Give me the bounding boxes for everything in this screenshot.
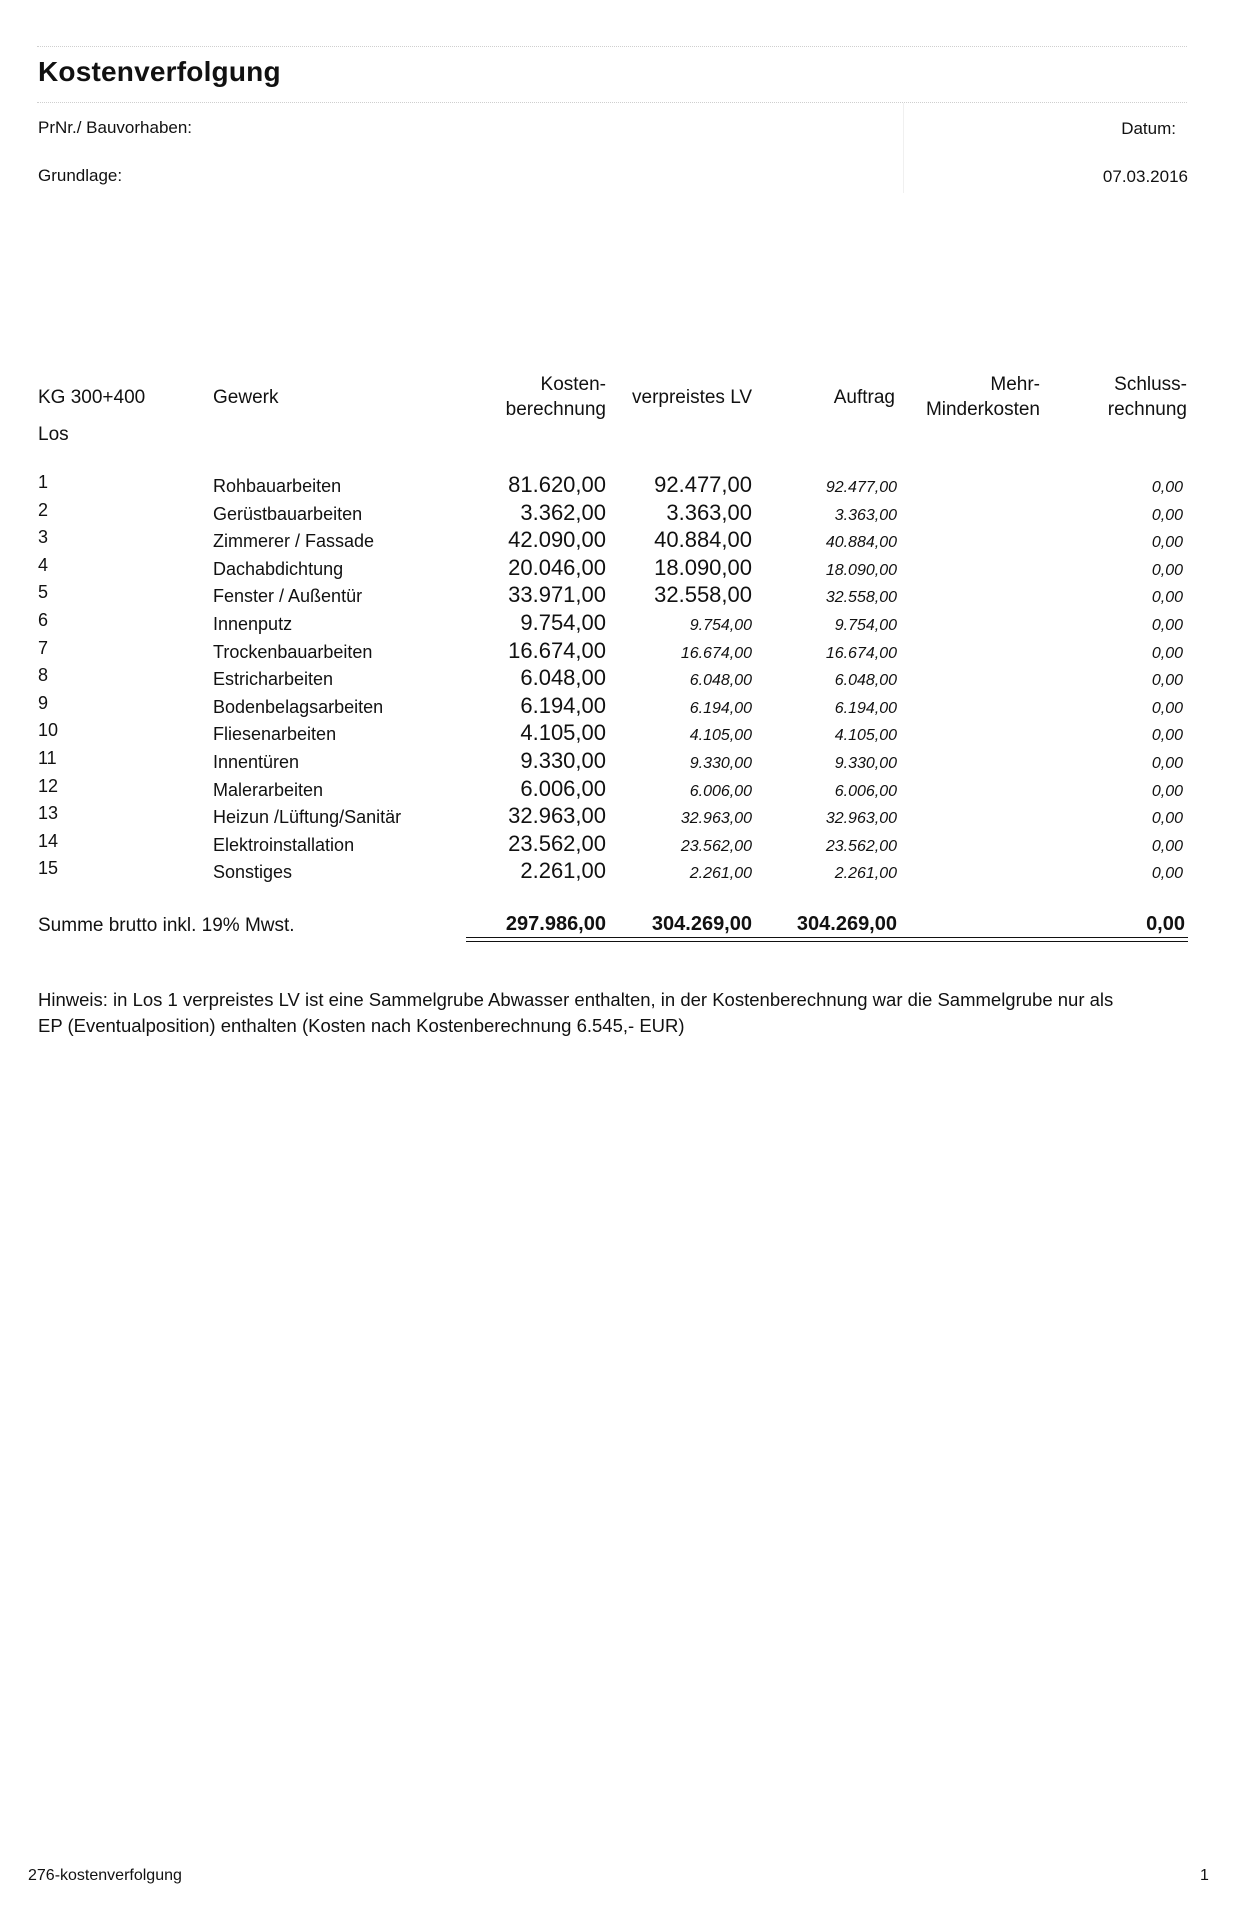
table-row [0,470,1234,497]
row-auftrag: 6.006,00 [834,782,897,800]
row-gewerk: Heizun /Lüftung/Sanitär [213,807,402,828]
row-lv: 40.884,00 [654,527,752,553]
sum-kosten: 297.986,00 [505,913,606,935]
row-kosten: 42.090,00 [508,527,606,553]
footer-page-number: 1 [1200,1867,1209,1884]
row-auftrag: 18.090,00 [825,561,897,579]
row-auftrag: 92.477,00 [825,479,897,496]
row-los: 13 [38,803,59,824]
note [38,987,1158,1039]
row-gewerk: Fenster / Außentür [213,586,363,607]
table-row [0,525,1234,552]
row-auftrag: 23.562,00 [825,837,897,855]
column-header-schluss-line1: Schluss- [1114,374,1187,395]
row-lv: 6.194,00 [689,699,752,717]
row-auftrag: 9.330,00 [834,755,897,772]
row-schluss: 0,00 [1151,727,1183,745]
row-gewerk: Innentüren [213,752,300,772]
row-lv: 18.090,00 [654,554,752,580]
row-kosten: 20.046,00 [508,554,606,580]
row-schluss: 0,00 [1151,782,1183,800]
date-label: Datum: [1121,119,1176,138]
row-schluss: 0,00 [1151,589,1183,607]
table-row [0,856,1234,883]
row-schluss: 0,00 [1151,534,1183,552]
row-kosten: 81.620,00 [508,472,606,497]
row-los: 15 [38,858,59,879]
sum-underline-bottom [466,941,1188,942]
sum-auftrag: 304.269,00 [796,913,897,935]
row-auftrag: 16.674,00 [825,644,897,662]
row-auftrag: 32.558,00 [825,589,897,607]
row-lv: 2.261,00 [689,865,752,883]
row-auftrag: 6.194,00 [834,699,897,717]
row-lv: 6.048,00 [689,672,752,690]
row-lv: 9.754,00 [689,617,752,634]
row-los: 6 [38,610,49,630]
row-auftrag: 3.363,00 [834,506,897,524]
table-row [0,691,1234,718]
row-los: 9 [38,692,49,713]
row-gewerk: Malerarbeiten [213,779,324,800]
sum-label: Summe brutto inkl. 19% Mwst. [38,915,295,936]
row-gewerk: Fliesenarbeiten [213,724,337,745]
row-schluss: 0,00 [1151,865,1183,883]
table-row [0,774,1234,801]
row-schluss: 0,00 [1151,479,1183,496]
row-gewerk: Elektroinstallation [213,834,355,855]
row-kosten: 23.562,00 [508,830,606,856]
table-row [0,663,1234,690]
row-auftrag: 32.963,00 [825,810,897,828]
top-divider [37,46,1187,47]
row-los: 14 [38,830,59,851]
row-lv: 6.006,00 [689,782,752,800]
sum-underline-top [466,937,1188,938]
row-kosten: 32.963,00 [508,803,606,829]
column-header-lv: verpreistes LV [632,387,753,408]
page-title: Kostenverfolgung [38,56,281,87]
table-row [0,829,1234,856]
row-kosten: 33.971,00 [508,582,606,608]
column-header-mehr-line1: Mehr- [990,374,1040,395]
row-gewerk: Sonstiges [213,862,293,883]
date-value: 07.03.2016 [1102,167,1188,186]
row-lv: 32.558,00 [654,582,752,608]
row-auftrag: 9.754,00 [834,617,897,634]
row-lv: 23.562,00 [680,837,752,855]
row-kosten: 3.362,00 [520,499,606,525]
row-auftrag: 4.105,00 [834,727,897,745]
table-row [0,608,1234,635]
row-los: 11 [38,748,57,768]
table-row [0,636,1234,663]
row-schluss: 0,00 [1151,755,1183,772]
row-auftrag: 6.048,00 [834,672,897,690]
row-los: 4 [38,554,49,575]
row-kosten: 6.006,00 [520,775,606,801]
column-header-kosten-line2: berechnung [505,399,606,420]
table-row [0,498,1234,525]
row-kosten: 2.261,00 [520,858,606,884]
table-row [0,553,1234,580]
row-schluss: 0,00 [1151,837,1183,855]
title-divider [37,102,1187,103]
row-lv: 4.105,00 [689,727,752,745]
row-auftrag: 2.261,00 [834,865,897,883]
row-kosten: 6.048,00 [520,665,606,691]
column-header-mehr-line2: Minderkosten [925,399,1040,420]
row-auftrag: 40.884,00 [825,534,897,552]
row-los: 12 [38,775,59,796]
column-header-kosten [460,372,606,422]
row-schluss: 0,00 [1151,506,1183,524]
project-label: PrNr./ Bauvorhaben: [38,118,193,137]
row-gewerk: Bodenbelagsarbeiten [213,696,384,717]
row-schluss: 0,00 [1151,644,1183,662]
column-header-auftrag: Auftrag [833,387,895,408]
row-kosten: 9.330,00 [520,748,606,773]
basis-label: Grundlage: [38,166,123,185]
row-kosten: 4.105,00 [520,720,606,746]
row-los: 8 [38,665,49,686]
row-gewerk: Trockenbauarbeiten [213,641,373,662]
row-kosten: 9.754,00 [520,610,606,635]
row-kosten: 16.674,00 [508,637,606,663]
column-header-gewerk: Gewerk [213,387,279,408]
row-gewerk: Estricharbeiten [213,669,334,690]
row-los: 7 [38,637,49,658]
column-header-schluss-line2: rechnung [1107,399,1187,420]
table-row [0,801,1234,828]
table-row [0,580,1234,607]
column-header-kg: KG 300+400 [38,387,146,408]
row-schluss: 0,00 [1151,672,1183,690]
note-line-2: EP (Eventualposition) enthalten (Kosten nach Kostenberechnung 6.545,- EUR) [38,1015,685,1036]
row-lv: 32.963,00 [680,810,752,828]
row-schluss: 0,00 [1151,561,1183,579]
column-header-kosten-line1: Kosten- [540,374,606,395]
row-gewerk: Zimmerer / Fassade [213,531,375,552]
row-los: 10 [38,720,59,741]
row-los: 1 [38,472,49,492]
row-lv: 16.674,00 [680,644,752,662]
table-row [0,746,1234,773]
row-lv: 92.477,00 [654,472,752,497]
row-gewerk: Innenputz [213,614,293,634]
row-gewerk: Rohbauarbeiten [213,476,342,496]
row-los: 5 [38,582,49,603]
row-los: 3 [38,527,49,548]
sum-schluss: 0,00 [1146,913,1185,935]
column-header-los: Los [38,424,69,445]
row-los: 2 [38,499,49,520]
sum-lv: 304.269,00 [651,913,752,935]
column-header-schluss [1060,372,1187,422]
row-schluss: 0,00 [1151,810,1183,828]
table-row [0,718,1234,745]
row-gewerk: Gerüstbauarbeiten [213,503,363,524]
row-schluss: 0,00 [1151,617,1183,634]
footer-filename: 276-kostenverfolgung [28,1867,182,1884]
row-lv: 3.363,00 [666,499,752,525]
header-column-divider [903,103,904,193]
column-header-mehr [900,372,1040,422]
note-line-1: Hinweis: in Los 1 verpreistes LV ist eine Sammelgrube Abwasser enthalten, in der Kostenberechnung war die Sammelgrube nur als [38,989,1114,1010]
row-lv: 9.330,00 [689,755,752,772]
row-gewerk: Dachabdichtung [213,558,344,579]
row-kosten: 6.194,00 [520,692,606,718]
row-schluss: 0,00 [1151,699,1183,717]
